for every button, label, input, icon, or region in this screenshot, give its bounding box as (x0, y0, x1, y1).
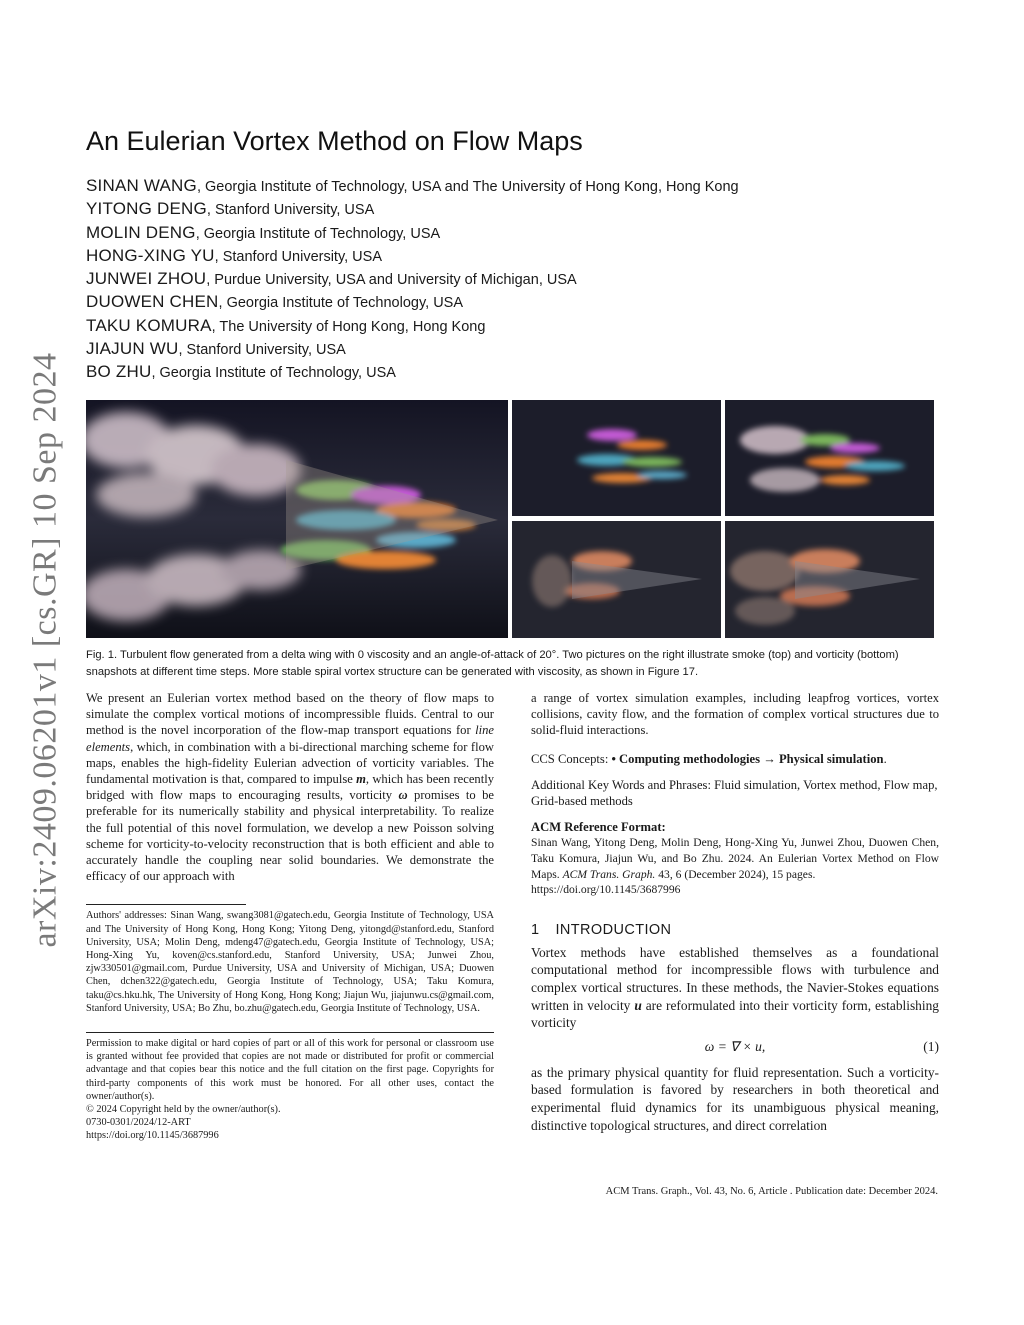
author-name: BO ZHU (86, 362, 152, 382)
author-list (86, 174, 739, 384)
author-affiliation: , Georgia Institute of Technology, USA and The University of Hong Kong, Hong Kong (196, 179, 739, 195)
author-entry (86, 244, 739, 267)
author-entry (86, 221, 739, 244)
author-addresses: Authors' addresses: Sinan Wang, swang3081@gatech.edu, Georgia Institute of Technology, USA and The University of Hong Kong, Hong Kong; Yitong Deng, yitongd@stanford.edu, Stanford University, USA; Molin Deng, mdeng47@gatech.edu, Georgia Institute of Technology, USA; Hong-Xing Yu, koven@cs.stanford.edu, Stanford University, USA; Junwei Zhou, zjw330501@gmail.com, Purdue University, USA and University of Michigan, USA; Duowen Chen, dchen322@gatech.edu, Georgia Institute of Technology, USA; Taku Komura, taku@cs.hku.hk, The University of Hong Kong, Hong Kong; Jiajun Wu, jiajunwu.cs@gmail.com, Stanford University, USA; Bo Zhu, bo.zhu@gatech.edu, Georgia Institute of Technology, USA. (86, 910, 494, 1014)
author-name: SINAN WANG (86, 176, 197, 195)
figure-panel-smoke-top-left (512, 400, 721, 516)
abstract: We present an Eulerian vortex method based on the theory of flow maps to simulate the complex vortical motions of incompressible fluids. Central to our method is the novel incorporation of the flow-map transport equations for line elements, which, in combination with a bi-directional marching scheme for flow maps, enables the high-fidelity Eulerian advection of vorticity variables. The fundamental motivation is that, compared to impulse m, which has been recently bridged with flow maps to encouraging results, vorticity ω promises to be preferable for its numerically stability and physical interpretability. To realize the full potential of this novel formulation, we develop a new Poisson solving scheme for vorticity-to-velocity reconstruction that is both efficient and able to accurately handle the coupling near solid boundaries. We demonstrate the efficacy of our approach with (86, 691, 494, 884)
author-affiliation: , Stanford University, USA (206, 202, 375, 219)
doi-footer-line: https://doi.org/10.1145/3687996 (86, 1130, 219, 1142)
author-affiliation: , Georgia Institute of Technology, USA (151, 365, 396, 382)
figure-panel-vorticity-bottom-right (725, 521, 934, 638)
intro-paragraph-2: as the primary physical quantity for fluid representation. Such a vorticity-based formulation is favored by researchers in both theoretical and experimental fluid dynamics for its unambiguous physical meaning, distinctive topological structures, and direct correlation (531, 1064, 939, 1133)
author-entry (86, 174, 739, 197)
left-column (86, 690, 494, 1143)
copyright-line: © 2024 Copyright held by the owner/author(s). (86, 1104, 281, 1116)
reference-doi-link[interactable]: https://doi.org/10.1145/3687996 (531, 883, 681, 897)
author-name: DUOWEN CHEN (86, 292, 219, 312)
author-name: JIAJUN WU (86, 339, 179, 359)
author-entry (86, 314, 739, 337)
additional-keywords: Additional Key Words and Phrases: Fluid simulation, Vortex method, Flow map, Grid-based methods (531, 777, 938, 809)
permission-rule (86, 1032, 494, 1033)
author-name: JUNWEI ZHOU (86, 269, 207, 289)
permission-notice: Permission to make digital or hard copies of part or all of this work for personal or classroom use is granted without fee provided that copies are not made or distributed for profit or commercial advantage and that copies bear this notice and the full citation on the first page. Copyrights for third-party components of this work must be honored. For all other uses, contact the owner/author(s). (86, 1038, 494, 1102)
author-affiliation: , Georgia Institute of Technology, USA (195, 225, 441, 242)
issn-line: 0730-0301/2024/12-ART (86, 1117, 191, 1129)
arxiv-identifier-text: arXiv:2409.06201v1 [cs.GR] 10 Sep 2024 (27, 352, 64, 948)
section-heading-introduction: 1 INTRODUCTION (531, 921, 672, 938)
reference-format-heading: ACM Reference Format: (531, 820, 666, 835)
author-affiliation: , Georgia Institute of Technology, USA (218, 295, 464, 312)
right-column (531, 690, 939, 1134)
author-affiliation: , The University of Hong Kong, Hong Kong (211, 318, 486, 335)
author-entry (86, 290, 739, 313)
author-name: TAKU KOMURA (86, 315, 212, 335)
equation-1 (531, 1032, 939, 1064)
author-affiliation: , Purdue University, USA and University of Michigan, USA (206, 272, 577, 289)
teaser-figure (86, 400, 934, 638)
figure-panel-main-smoke (86, 400, 508, 638)
reference-format-body: Sinan Wang, Yitong Deng, Molin Deng, Hong-Xing Yu, Junwei Zhou, Duowen Chen, Taku Komura, Jiajun Wu, and Bo Zhu. 2024. An Eulerian Vortex Method on Flow Maps. ACM Trans. Graph. 43, 6 (December 2024), 15 pages. https://doi.org/10.1145/3687996 (531, 836, 939, 897)
running-footer: ACM Trans. Graph., Vol. 43, No. 6, Article . Publication date: December 2024. (605, 1186, 938, 1197)
equation-number: (1) (923, 1038, 939, 1054)
arxiv-identifier-stamp (20, 350, 72, 950)
author-entry (86, 337, 739, 360)
footnote-rule (86, 904, 246, 905)
author-name: MOLIN DENG (86, 222, 196, 242)
figure-panel-smoke-top-right (725, 400, 934, 516)
figure-caption: Fig. 1. Turbulent flow generated from a delta wing with 0 viscosity and an angle-of-attack of 20°. Two pictures on the right illustrate smoke (top) and vorticity (bottom) snapshots at different time steps. More stable spiral vortex structure can be generated with viscosity, as shown in Figure 17. (86, 649, 899, 678)
equation-body: ω = ∇ × u, (704, 1038, 766, 1054)
author-entry (86, 360, 739, 383)
figure-panel-vorticity-bottom-left (512, 521, 721, 638)
author-name: YITONG DENG (86, 199, 207, 219)
author-entry (86, 197, 739, 220)
author-name: HONG-XING YU (86, 245, 215, 265)
ccs-concepts: CCS Concepts: • Computing methodologies → Physical simulation. (531, 751, 887, 766)
author-affiliation: , Stanford University, USA (214, 248, 383, 265)
intro-paragraph-1: Vortex methods have established themselves as a foundational computational method for incompressible flows with turbulence and complex vortical structures. In these methods, the Navier-Stokes equations written in velocity u are reformulated into their vorticity form, establishing vorticity (531, 944, 939, 1031)
abstract-continued: a range of vortex simulation examples, including leapfrog vortices, vortex collisions, cavity flow, and the formation of complex vortical structures due to solid-fluid interactions. (531, 691, 939, 738)
author-entry (86, 267, 739, 290)
author-affiliation: , Stanford University, USA (178, 342, 346, 359)
paper-title: An Eulerian Vortex Method on Flow Maps (86, 126, 583, 156)
